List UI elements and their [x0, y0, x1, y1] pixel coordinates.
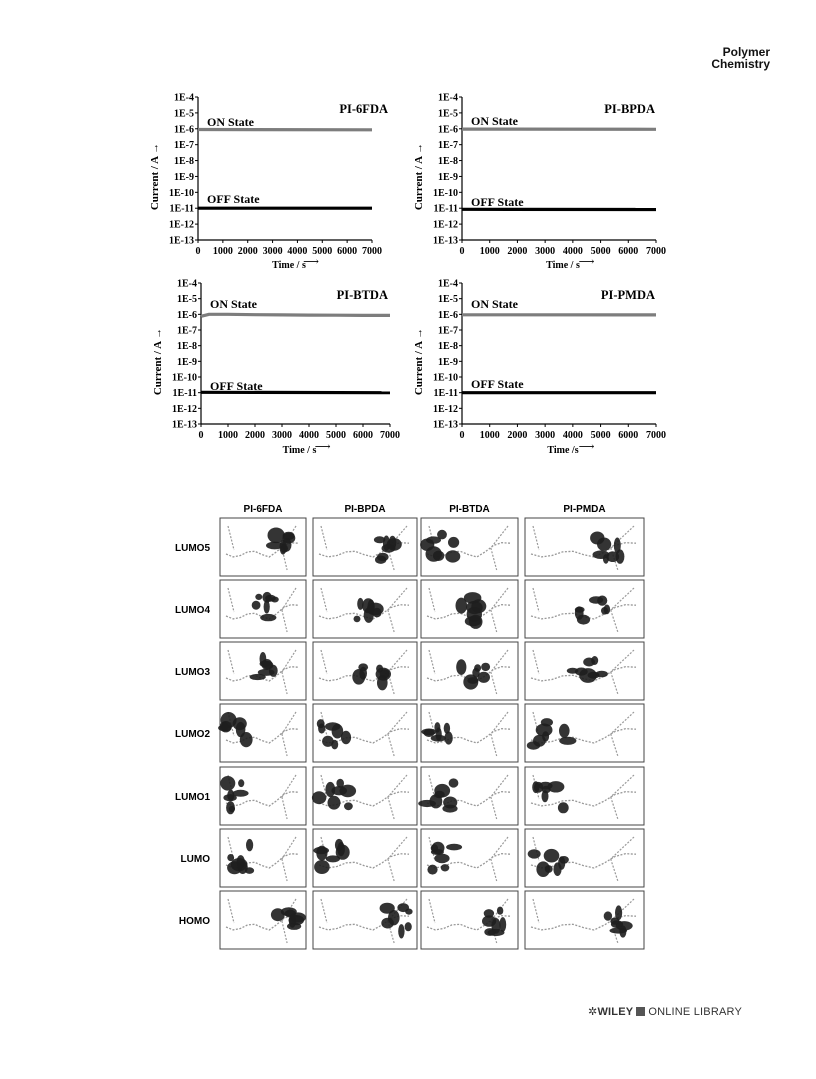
y-tick-label: 1E-8 [174, 156, 194, 168]
off-state-label: OFF State [207, 192, 260, 206]
x-tick-label: 1000 [218, 430, 238, 441]
y-tick-label: 1E-11 [172, 388, 197, 400]
orbital-image [525, 580, 644, 638]
y-tick-label: 1E-6 [438, 309, 458, 321]
x-tick-label: 2000 [245, 430, 265, 441]
chart-panel-2 [413, 93, 666, 272]
orbital-row-label: HOMO [178, 916, 210, 927]
y-tick-label: 1E-9 [174, 171, 194, 183]
orbital-column-header: PI-BPDA [344, 504, 386, 515]
journal-name-line1: Polymer [722, 45, 770, 59]
x-axis-label: Time / s [282, 445, 317, 456]
orbital-row-label: LUMO4 [175, 605, 210, 616]
x-tick-label: 4000 [562, 246, 583, 257]
y-tick-label: 1E-8 [438, 341, 458, 353]
current-time-charts [0, 0, 816, 470]
journal-name-line2: Chemistry [711, 57, 770, 71]
x-tick-label: 5000 [312, 246, 333, 257]
orbital-image [420, 518, 518, 576]
orbital-image [220, 891, 306, 949]
x-tick-label: 5000 [590, 430, 611, 441]
x-tick-label: 4000 [299, 430, 319, 441]
orbital-image [313, 642, 417, 700]
orbital-image [220, 767, 306, 825]
y-tick-label: 1E-7 [438, 140, 458, 152]
orbital-image [220, 829, 306, 887]
y-tick-label: 1E-12 [433, 219, 458, 231]
x-tick-label: 5000 [590, 246, 611, 257]
x-axis-arrow: ⟶ [303, 256, 319, 268]
orbital-row-label: LUMO2 [175, 729, 210, 740]
y-axis-label: Current / A → [152, 327, 164, 396]
x-tick-label: 1000 [479, 246, 500, 257]
y-tick-label: 1E-9 [177, 356, 197, 368]
y-axis-label: Current / A → [413, 327, 425, 396]
y-tick-label: 1E-12 [172, 403, 197, 415]
orbital-column-header: PI-6FDA [243, 504, 283, 515]
y-tick-label: 1E-8 [438, 156, 458, 168]
x-tick-label: 7000 [362, 246, 382, 257]
on-state-label: ON State [210, 297, 257, 311]
x-tick-label: 0 [459, 246, 465, 257]
x-tick-label: 2000 [507, 430, 528, 441]
y-tick-label: 1E-4 [174, 92, 194, 104]
x-tick-label: 5000 [326, 430, 346, 441]
y-tick-label: 1E-11 [433, 203, 458, 215]
orbital-image [313, 704, 417, 762]
x-axis-label: Time /s [547, 445, 579, 456]
y-tick-label: 1E-11 [169, 203, 194, 215]
x-tick-label: 6000 [618, 246, 639, 257]
y-tick-label: 1E-6 [174, 124, 194, 136]
orbital-image [525, 767, 644, 825]
orbital-image [525, 891, 644, 949]
x-tick-label: 0 [459, 430, 465, 441]
chart-panel-1 [149, 93, 388, 272]
off-state-label: OFF State [471, 195, 524, 209]
y-tick-label: 1E-5 [438, 108, 458, 120]
x-tick-label: 7000 [380, 430, 400, 441]
x-tick-label: 7000 [646, 246, 666, 257]
orbital-column-header: PI-BTDA [449, 504, 490, 515]
off-state-label: OFF State [471, 377, 524, 391]
orbital-row-label: LUMO3 [175, 667, 210, 678]
x-tick-label: 3000 [272, 430, 292, 441]
y-tick-label: 1E-11 [433, 388, 458, 400]
y-tick-label: 1E-7 [177, 325, 197, 337]
orbital-image [421, 891, 518, 949]
x-axis-label: Time / s [272, 260, 306, 271]
off-state-label: OFF State [210, 379, 263, 393]
y-tick-label: 1E-6 [177, 309, 197, 321]
y-tick-label: 1E-5 [177, 294, 197, 306]
orbital-figure [0, 490, 816, 960]
y-tick-label: 1E-5 [174, 108, 194, 120]
orbital-row-label: LUMO [180, 854, 210, 865]
y-tick-label: 1E-4 [438, 92, 458, 104]
y-tick-label: 1E-6 [438, 124, 458, 136]
chart-panel-4 [413, 279, 666, 457]
y-tick-label: 1E-12 [169, 219, 194, 231]
y-axis-label: Current / A → [413, 142, 425, 211]
x-axis-arrow: ⟶ [578, 256, 595, 268]
orbital-image [313, 891, 417, 949]
x-tick-label: 1000 [212, 246, 233, 257]
y-axis-label: Current / A → [149, 142, 161, 211]
x-tick-label: 2000 [507, 246, 528, 257]
wiley-logo-icon: ✲ [588, 1006, 598, 1018]
x-tick-label: 3000 [535, 246, 556, 257]
orbital-image [220, 642, 306, 700]
orbital-column-header: PI-PMDA [563, 504, 606, 515]
publisher-footer [588, 1005, 742, 1018]
orbital-image [418, 767, 518, 825]
y-tick-label: 1E-7 [438, 325, 458, 337]
x-tick-label: 4000 [562, 430, 583, 441]
orbital-row-label: LUMO1 [175, 792, 210, 803]
on-state-label: ON State [207, 115, 254, 129]
y-tick-label: 1E-13 [169, 235, 194, 247]
chart-title: PI-PMDA [600, 288, 655, 302]
chart-title: PI-6FDA [339, 102, 388, 116]
publisher-name: WILEY [597, 1006, 634, 1018]
orbital-image [525, 518, 644, 576]
orbital-image [525, 704, 644, 762]
y-tick-label: 1E-10 [172, 372, 197, 384]
orbital-image [525, 642, 644, 700]
y-tick-label: 1E-8 [177, 341, 197, 353]
x-tick-label: 1000 [479, 430, 500, 441]
x-axis-arrow: ⟶ [578, 441, 595, 453]
y-tick-label: 1E-7 [174, 140, 194, 152]
y-tick-label: 1E-5 [438, 294, 458, 306]
x-tick-label: 4000 [287, 246, 308, 257]
x-tick-label: 6000 [353, 430, 373, 441]
orbital-image [313, 829, 417, 887]
y-tick-label: 1E-10 [433, 372, 458, 384]
orbital-image [525, 829, 644, 887]
x-tick-label: 0 [195, 246, 201, 257]
chart-panel-3 [152, 279, 400, 457]
y-tick-label: 1E-13 [172, 419, 197, 431]
x-tick-label: 3000 [262, 246, 283, 257]
y-tick-label: 1E-10 [169, 187, 194, 199]
orbital-image [421, 580, 518, 638]
orbital-image [421, 642, 518, 700]
on-state-label: ON State [471, 114, 518, 128]
y-tick-label: 1E-13 [433, 235, 458, 247]
orbital-image [220, 580, 306, 638]
on-state-label: ON State [471, 297, 518, 311]
x-tick-label: 6000 [337, 246, 358, 257]
x-axis-arrow: ⟶ [314, 441, 331, 453]
orbital-row-label: LUMO5 [175, 543, 210, 554]
on-state-line [201, 314, 390, 316]
x-tick-label: 3000 [535, 430, 556, 441]
y-tick-label: 1E-9 [438, 171, 458, 183]
y-tick-label: 1E-10 [433, 187, 458, 199]
orbital-image [220, 518, 306, 576]
orbital-image [313, 518, 417, 576]
y-tick-label: 1E-4 [438, 278, 458, 290]
orbital-image [421, 829, 518, 887]
y-tick-label: 1E-9 [438, 356, 458, 368]
book-icon [636, 1007, 645, 1016]
chart-title: PI-BPDA [604, 102, 655, 116]
orbital-image [218, 704, 306, 762]
orbital-image [312, 767, 417, 825]
online-library-label: ONLINE LIBRARY [648, 1006, 742, 1018]
chart-title: PI-BTDA [336, 288, 388, 302]
x-tick-label: 6000 [618, 430, 639, 441]
y-tick-label: 1E-4 [177, 278, 197, 290]
x-tick-label: 2000 [237, 246, 258, 257]
y-tick-label: 1E-12 [433, 403, 458, 415]
y-tick-label: 1E-13 [433, 419, 458, 431]
orbital-grid [175, 504, 644, 949]
x-tick-label: 7000 [646, 430, 666, 441]
orbital-image [421, 704, 518, 762]
orbital-image [313, 580, 417, 638]
x-axis-label: Time / s [546, 260, 580, 271]
x-tick-label: 0 [198, 430, 204, 441]
